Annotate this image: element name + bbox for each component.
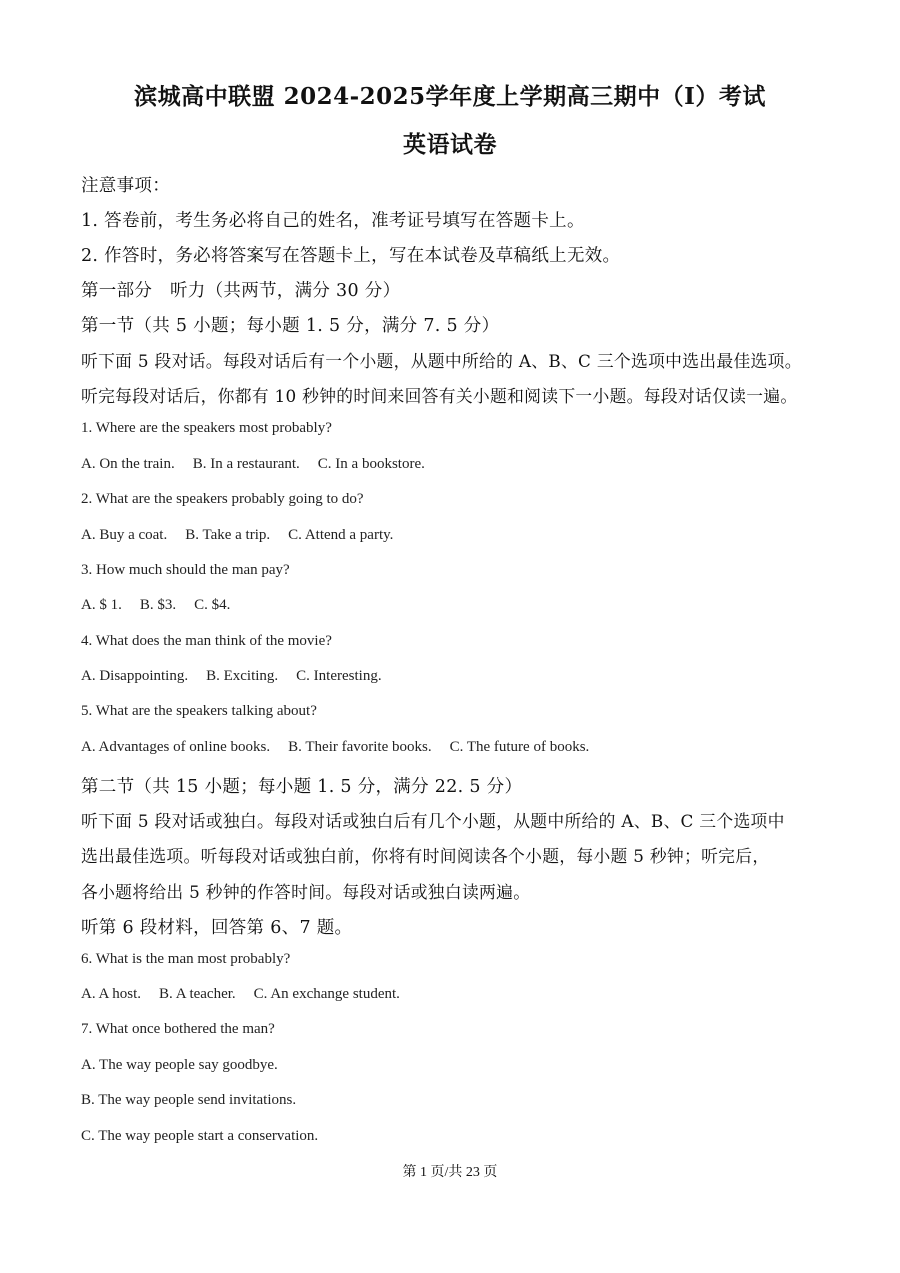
section1-instructions-line1: 听下面 5 段对话。每段对话后有一个小题，从题中所给的 A、B、C 三个选项中选出最佳选项。	[81, 351, 802, 371]
exam-title: 滨城高中联盟 2024-2025学年度上学期高三期中（I）考试	[134, 83, 766, 110]
section2-instructions-line2: 选出最佳选项。听每段对话或独白前，你将有时间阅读各个小题，每小题 5 秒钟；听完后，	[81, 846, 770, 866]
option-text: A. Buy a coat.	[81, 527, 168, 543]
option-text: C. $4.	[194, 597, 231, 613]
option-text: A. Advantages of online books.	[81, 739, 271, 755]
option-text: B. Take a trip.	[185, 527, 271, 543]
question-3: 3. How much should the man pay?	[81, 562, 290, 578]
question-5-options	[81, 739, 589, 756]
option-text: B. $3.	[139, 597, 177, 613]
option-text: A. Disappointing.	[81, 668, 189, 684]
part1-heading: 第一部分 听力（共两节，满分 30 分）	[81, 281, 401, 301]
question-1-options	[81, 456, 425, 473]
option-text: C. An exchange student.	[253, 986, 400, 1002]
question-6: 6. What is the man most probably?	[81, 951, 291, 967]
question-2: 2. What are the speakers probably going to do?	[81, 491, 364, 507]
section2-heading: 第二节（共 15 小题；每小题 1. 5 分，满分 22. 5 分）	[81, 777, 523, 797]
option-text: B. In a restaurant.	[192, 456, 300, 472]
question-6-options	[81, 986, 400, 1003]
notice-item-1: 1. 答卷前，考生务必将自己的姓名，准考证号填写在答题卡上。	[81, 211, 585, 231]
option-text: B. Their favorite books.	[288, 739, 432, 755]
notice-item-2: 2. 作答时，务必将答案写在答题卡上，写在本试卷及草稿纸上无效。	[81, 246, 621, 266]
question-7-option-c: C. The way people start a conservation.	[81, 1128, 319, 1144]
question-4: 4. What does the man think of the movie?	[81, 633, 332, 649]
question-4-options	[81, 668, 382, 685]
option-text: C. Interesting.	[296, 668, 382, 684]
question-2-options	[81, 527, 393, 544]
question-7-option-b: B. The way people send invitations.	[81, 1092, 297, 1108]
notice-heading: 注意事项：	[81, 176, 170, 196]
section1-heading: 第一节（共 5 小题；每小题 1. 5 分，满分 7. 5 分）	[81, 316, 500, 336]
option-text: A. $ 1.	[81, 597, 122, 613]
option-text: A. A host.	[81, 986, 142, 1002]
material-6-heading: 听第 6 段材料，回答第 6、7 题。	[81, 918, 353, 938]
question-7: 7. What once bothered the man?	[81, 1021, 275, 1037]
option-text: C. In a bookstore.	[317, 456, 425, 472]
option-text: B. Exciting.	[206, 668, 279, 684]
option-text: C. Attend a party.	[288, 527, 394, 543]
page-footer: 第 1 页/共 23 页	[402, 1165, 498, 1180]
section1-instructions-line2: 听完每段对话后，你都有 10 秒钟的时间来回答有关小题和阅读下一小题。每段对话仅读一遍。	[81, 386, 798, 406]
question-5: 5. What are the speakers talking about?	[81, 703, 317, 719]
option-text: C. The future of books.	[449, 739, 590, 755]
section2-instructions-line3: 各小题将给出 5 秒钟的作答时间。每段对话或独白读两遍。	[81, 882, 531, 902]
exam-subtitle: 英语试卷	[403, 131, 497, 158]
option-text: B. A teacher.	[159, 986, 236, 1002]
question-3-options	[81, 597, 230, 614]
option-text: A. On the train.	[81, 456, 175, 472]
question-1: 1. Where are the speakers most probably?	[81, 420, 332, 436]
question-7-option-a: A. The way people say goodbye.	[81, 1057, 278, 1073]
section2-instructions-line1: 听下面 5 段对话或独白。每段对话或独白后有几个小题，从题中所给的 A、B、C 三个选项中	[81, 811, 785, 831]
